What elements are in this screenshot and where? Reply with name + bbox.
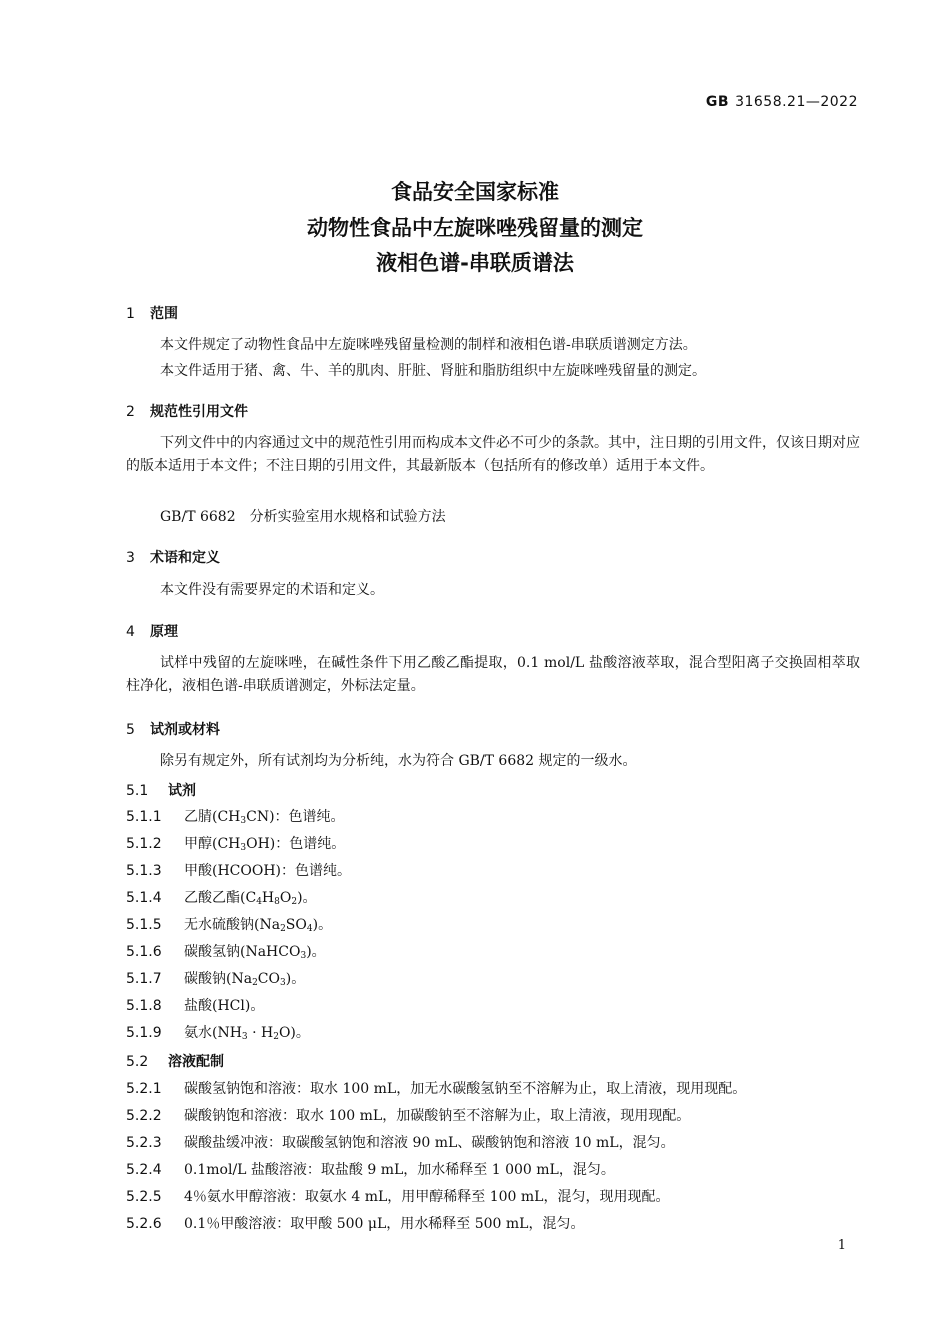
reagent-5-1-7: 5.1.7 碳酸钠$(Na_2CO_3)$。 bbox=[126, 971, 306, 988]
reagent-text: 碳酸钠$(Na_2CO_3)$。 bbox=[184, 971, 306, 988]
subsection-5-1-heading: 5.1 试剂 bbox=[126, 783, 196, 799]
section-5-heading: 5 试剂或材料 bbox=[126, 722, 220, 738]
reagent-text: 氨水$(NH_3 \cdot H_2O)$。 bbox=[184, 1025, 310, 1042]
title-line-2: 动物性食品中左旋咪唑残留量的测定 bbox=[307, 216, 643, 240]
reagent-5-1-2: 5.1.2 甲醇$(CH_3OH)$：色谱纯。 bbox=[126, 836, 346, 853]
standard-number: 31658.21—2022 bbox=[735, 94, 858, 110]
reagent-5-1-6: 5.1.6 碳酸氢钠(NaHCO$_3$)。 bbox=[126, 944, 326, 961]
section-2-reference: GB/T 6682 分析实验室用水规格和试验方法 bbox=[160, 509, 446, 525]
title-line-1: 食品安全国家标准 bbox=[391, 180, 559, 204]
subsection-5-2-heading: 5.2 溶液配制 bbox=[126, 1054, 224, 1070]
solution-5-2-3: 5.2.3 碳酸盐缓冲液：取碳酸氢钠饱和溶液 90 mL、碳酸钠饱和溶液 10 mL，混匀。 bbox=[126, 1135, 675, 1151]
section-1-paragraph-2: 本文件适用于猪、禽、牛、羊的肌肉、肝脏、肾脏和脂肪组织中左旋咪唑残留量的测定。 bbox=[160, 363, 706, 379]
section-1-paragraph-1: 本文件规定了动物性食品中左旋咪唑残留量检测的制样和液相色谱-串联质谱测定方法。 bbox=[160, 337, 697, 353]
section-1-heading: 1 范围 bbox=[126, 306, 178, 322]
reagent-5-1-8: 5.1.8 盐酸(HCl)。 bbox=[126, 998, 265, 1014]
reagent-text: 盐酸(HCl)。 bbox=[184, 998, 265, 1014]
solution-text: 0.1mol/L 盐酸溶液：取盐酸 9 mL，加水稀释至 1 000 mL，混匀。 bbox=[184, 1162, 615, 1178]
reagent-text: 乙酸乙酯$(C_4H_8O_2)$。 bbox=[184, 890, 317, 907]
reagent-text: 碳酸氢钠(NaHCO$_3$)。 bbox=[184, 944, 326, 961]
solution-text: 0.1％甲酸溶液：取甲酸 500 μL，用水稀释至 500 mL，混匀。 bbox=[184, 1216, 585, 1232]
reagent-text: 乙腈$(CH_3CN)$：色谱纯。 bbox=[184, 809, 345, 826]
solution-5-2-6: 5.2.6 0.1％甲酸溶液：取甲酸 500 μL，用水稀释至 500 mL，混匀。 bbox=[126, 1216, 585, 1232]
solution-5-2-4: 5.2.4 0.1mol/L 盐酸溶液：取盐酸 9 mL，加水稀释至 1 000 mL，混匀。 bbox=[126, 1162, 615, 1178]
section-3-heading: 3 术语和定义 bbox=[126, 550, 220, 566]
title-line-3: 液相色谱-串联质谱法 bbox=[376, 251, 574, 275]
reagent-text: 无水硫酸钠$(Na_2SO_4)$。 bbox=[184, 917, 333, 934]
section-3-paragraph-1: 本文件没有需要界定的术语和定义。 bbox=[160, 582, 384, 598]
solution-text: 碳酸氢钠饱和溶液：取水 100 mL，加无水碳酸氢钠至不溶解为止，取上清液，现用现配。 bbox=[184, 1081, 747, 1097]
reagent-5-1-3: 5.1.3 甲酸(HCOOH)：色谱纯。 bbox=[126, 863, 352, 879]
standard-prefix: GB bbox=[705, 94, 730, 110]
reagent-5-1-1: 5.1.1 乙腈$(CH_3CN)$：色谱纯。 bbox=[126, 809, 345, 826]
section-2-heading: 2 规范性引用文件 bbox=[126, 404, 248, 420]
section-5-paragraph-1: 除另有规定外，所有试剂均为分析纯，水为符合 GB/T 6682 规定的一级水。 bbox=[160, 753, 637, 769]
solution-text: 4％氨水甲醇溶液：取氨水 4 mL，用甲醇稀释至 100 mL，混匀，现用现配。 bbox=[184, 1189, 670, 1205]
solution-text: 碳酸盐缓冲液：取碳酸氢钠饱和溶液 90 mL、碳酸钠饱和溶液 10 mL，混匀。 bbox=[184, 1135, 675, 1151]
section-4-paragraph-1: 试样中残留的左旋咪唑，在碱性条件下用乙酸乙酯提取，0.1 mol/L 盐酸溶液萃取，混合型阳离子交换固相萃取柱净化，液相色谱-串联质谱测定，外标法定量。 bbox=[126, 655, 860, 694]
solution-5-2-5: 5.2.5 4％氨水甲醇溶液：取氨水 4 mL，用甲醇稀释至 100 mL，混匀，现用现配。 bbox=[126, 1189, 670, 1205]
reagent-5-1-4: 5.1.4 乙酸乙酯$(C_4H_8O_2)$。 bbox=[126, 890, 317, 907]
section-4-heading: 4 原理 bbox=[126, 624, 178, 640]
solution-5-2-2: 5.2.2 碳酸钠饱和溶液：取水 100 mL，加碳酸钠至不溶解为止，取上清液，现用现配。 bbox=[126, 1108, 691, 1124]
page-number: 1 bbox=[837, 1238, 846, 1253]
reagent-text: 甲酸(HCOOH)：色谱纯。 bbox=[184, 863, 352, 879]
reagent-text: 甲醇$(CH_3OH)$：色谱纯。 bbox=[184, 836, 346, 853]
reagent-5-1-5: 5.1.5 无水硫酸钠$(Na_2SO_4)$。 bbox=[126, 917, 333, 934]
solution-text: 碳酸钠饱和溶液：取水 100 mL，加碳酸钠至不溶解为止，取上清液，现用现配。 bbox=[184, 1108, 691, 1124]
standard-code bbox=[706, 94, 858, 110]
solution-5-2-1: 5.2.1 碳酸氢钠饱和溶液：取水 100 mL，加无水碳酸氢钠至不溶解为止，取上清液，现用现配。 bbox=[126, 1081, 747, 1097]
reagent-5-1-9: 5.1.9 氨水$(NH_3 \cdot H_2O)$。 bbox=[126, 1025, 310, 1042]
section-2-paragraph-1: 下列文件中的内容通过文中的规范性引用而构成本文件必不可少的条款。其中，注日期的引用文件，仅该日期对应的版本适用于本文件；不注日期的引用文件，其最新版本（包括所有的修改单）适用于本文件。 bbox=[126, 435, 860, 474]
